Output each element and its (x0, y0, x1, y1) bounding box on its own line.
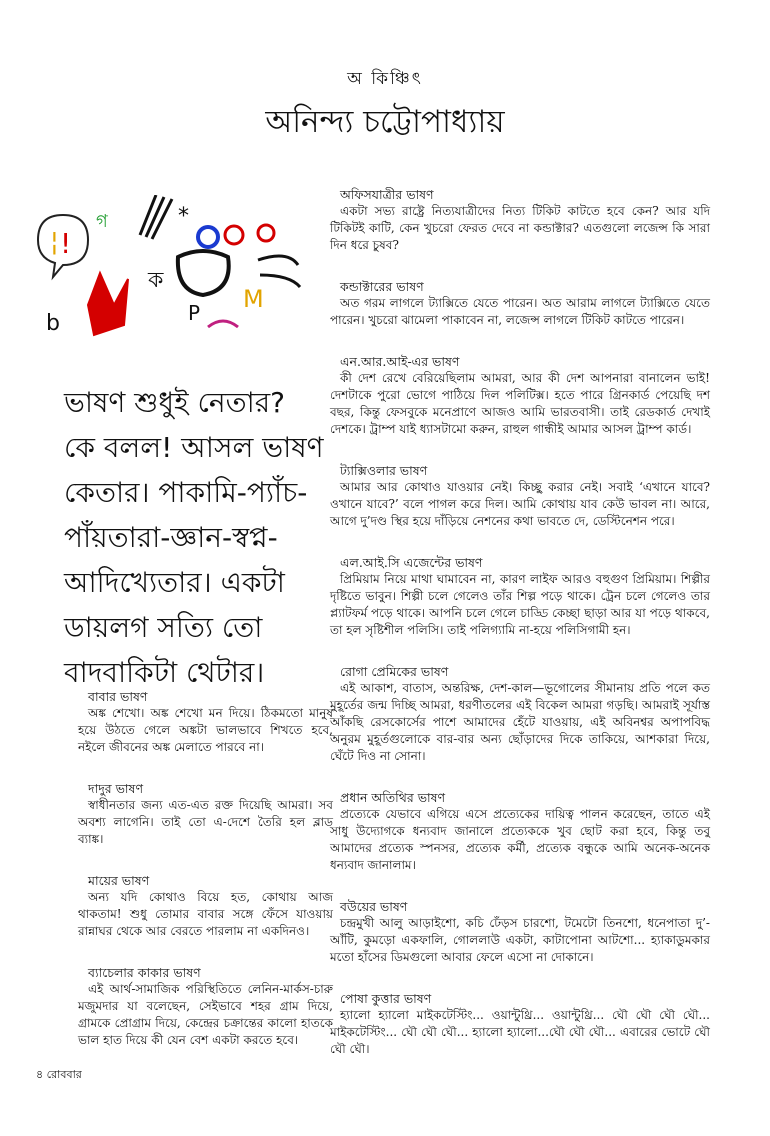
svg-text:M: M (243, 285, 264, 313)
section-title: এন.আর.আই-এর ভাষণ (340, 354, 460, 369)
page-footer: ৪ রোববার (36, 1068, 82, 1081)
speech-section (330, 789, 710, 874)
section-body: প্রিমিয়াম নিয়ে মাথা ঘামাবেন না, কারণ লাইফ আরও বহুগুণ প্রিমিয়াম। শিল্পীর দৃষ্টিতে ভাবুন। শিল্পী চলে গেলেও তাঁর শিল্প পড়ে থাকে। ট্রেন চলে গেলেও তার প্ল্যাটফর্ম পড়ে থাকে। আপনি চলে গেলে চাড্ডি কেচ্ছা ছাড়া আর যা পড়ে থাকবে, তা হল সৃষ্টিশীল পলিসি। তাই পলিগ্যামি না-হয়ে পলিসিগামী হন। (330, 572, 710, 637)
svg-text:ক: ক (148, 268, 164, 293)
masthead (0, 66, 770, 150)
section-body: স্বাধীনতার জন্য এত-এত রক্ত দিয়েছি আমরা। সব অবশ্য লাগেনি। তাই তো এ-দেশে তৈরি হল ব্লাড ব্যাঙ্ক। (78, 798, 333, 846)
speech-section (330, 186, 710, 254)
doodle-illustration (28, 195, 318, 345)
speech-section (330, 278, 710, 329)
speech-section (330, 462, 710, 530)
svg-text:P: P (188, 301, 201, 325)
section-title: পোষা কুত্তার ভাষণ (340, 991, 432, 1006)
section-body: একটা সভ্য রাষ্ট্রে নিত্যযাত্রীদের নিত্য টিকিট কাটতে হবে কেন? আর যদি টিকিটই কাটি, কেন খুচরো ফেরত দেবে না কন্ডাক্টার? এতগুলো লজেন্স কি সারা দিন ধরে চুষব? (330, 204, 710, 252)
section-body: অঙ্ক শেখো। অঙ্ক শেখো মন দিয়ে। ঠিকমতো মানুষ হয়ে উঠতে গেলে অঙ্কটা ভালভাবে শিখতে হবে, নইলে জীবনের অঙ্ক মেলাতে পারবে না। (78, 706, 333, 754)
section-body: এই আর্থ-সামাজিক পরিস্থিতিতে লেনিন-মার্কস-চারু মজুমদার যা বলেছেন, সেইভাবে শহর গ্রাম দিয়ে, গ্রামকে প্রোগ্রাম দিয়ে, কেন্দ্রের চক্রান্তের কালো হাতকে ভাল হাত দিয়ে কী যেন বেশ একটা করতে হবে। (78, 982, 333, 1047)
speech-section (78, 872, 333, 940)
section-body: হ্যালো হ্যালো মাইকটেস্টিং... ওয়ান্টুথ্রি... ওয়ান্টুথ্রি... ঘৌ ঘৌ ঘৌ ঘৌ... মাইকটেস্টিং... ঘৌ ঘৌ ঘৌ... হ্যালো হ্যালো...ঘৌ ঘৌ ঘৌ... এবারের ভোটে ঘৌ ঘৌ ঘৌ। (330, 1008, 710, 1056)
svg-text:*: * (178, 204, 189, 229)
right-column (330, 186, 710, 1082)
section-body: আমার আর কোথাও যাওয়ার নেই। কিচ্ছু করার নেই। সবাই ‘এখানে যাবে? ওখানে যাবে?’ বলে পাগল করে দিল। আমি কোথায় যাব কেউ ভাবল না। আরে, আগে দু’দণ্ড স্থির হয়ে দাঁড়িয়ে নেশনের কথা ভাবতে দে, ডেস্টিনেশন পরে। (330, 480, 710, 528)
series-title: অ কিঞ্চিৎ (347, 69, 423, 89)
speech-section (330, 554, 710, 639)
speech-section (78, 964, 333, 1049)
section-body: এই আকাশ, বাতাস, অন্তরিক্ষ, দেশ-কাল—ভূগোলের সীমানায় প্রতি পলে কত মুহূর্তের জন্ম দিচ্ছি আমরা, ধরণীতলের এই বিকেল আমরা গড়ছি। আমরাই সূর্যাস্ত আঁকছি রেসকোর্সের পাশে আমাদের হেঁটে যাওয়ায়, এই অবিনশ্বর অপাপবিদ্ধ অনুরম মুহূর্তগুলোকে বার-বার অন্য ছোঁড়াদের দিকে তাকিয়ে, আশকারা দিয়ে, ঘেঁটে দিও না সোনা। (330, 681, 710, 763)
svg-text:গ: গ (96, 211, 108, 232)
section-title: অফিসযাত্রীর ভাষণ (340, 187, 434, 202)
pull-quote: ভাষণ শুধুই নেতার? কে বলল! আসল ভাষণ কেতার। পাকামি-প্যাঁচ-পাঁয়তারা-জ্ঞান-স্বপ্ন-আদিখ্যেতার। একটা ডায়লগ সত্যি তো বাদবাকিটা থেটার। (64, 386, 324, 689)
section-body: অত গরম লাগলে ট্যাক্সিতে যেতে পারেন। অত আরাম লাগলে ট্যাক্সিতে যেতে পারেন। খুচরো ঝামেলা পাকাবেন না, লজেন্স লাগলে টিকিট কাটতে পারেন। (330, 296, 710, 327)
speech-section (78, 688, 333, 756)
speech-section (330, 353, 710, 438)
section-title: প্রধান অতিথির ভাষণ (340, 790, 446, 805)
section-title: বউয়ের ভাষণ (340, 899, 408, 914)
section-body: চন্দ্রমুখী আলু আড়াইশো, কচি ঢেঁড়স চারশো, টমেটো তিনশো, ধনেপাতা দু’-আঁটি, কুমড়ো একফালি, গোললাউ একটা, কাটাপোনা আটশো... হ্যাকাডুমকার মতো হাঁসের ডিমগুলো আবার ফেলে এসো না দোকানে। (330, 916, 710, 964)
section-body: কী দেশ রেখে বেরিয়েছিলাম আমরা, আর কী দেশ আপনারা বানালেন ভাই! দেশটাকে পুরো ভোগে পাঠিয়ে দিল পলিটিক্স। হতে পারে গ্রিনকার্ড পেয়েছি দশ বছর, কিন্তু ফেসবুকে মনেপ্রাণে আজও আমি ভারতবাসী। তাই রেডকার্ড দেখাই দেশকে। ট্রাম্প যাই ধ্যাসটামো করুন, রাহুল গান্ধীই আমার আসল ট্রাম্প কার্ড। (330, 371, 710, 436)
section-title: ব্যাচেলার কাকার ভাষণ (88, 965, 201, 980)
left-column (78, 688, 333, 1073)
svg-text:b: b (46, 311, 60, 336)
section-title: ট্যাক্সিওলার ভাষণ (340, 463, 428, 478)
section-body: অন্য যদি কোথাও বিয়ে হত, কোথায় আজ থাকতাম! শুধু তোমার বাবার সঙ্গে ফেঁসে যাওয়ায় রান্নাঘর থেকে আর বেরতে পারলাম না একদিনও। (78, 890, 333, 938)
speech-section (78, 780, 333, 848)
section-title: দাদুর ভাষণ (88, 781, 143, 796)
section-title: রোগা প্রেমিকের ভাষণ (340, 664, 449, 679)
section-title: মায়ের ভাষণ (88, 873, 150, 888)
section-title: এল.আই.সি এজেন্টের ভাষণ (340, 555, 483, 570)
svg-text:!: ! (60, 227, 72, 260)
speech-section (330, 898, 710, 966)
section-title: কন্ডাক্টারের ভাষণ (340, 279, 424, 294)
speech-section (330, 663, 710, 765)
author-name: অনিন্দ্য চট্টোপাধ্যায় (265, 104, 505, 140)
section-body: প্রত্যেকে যেভাবে এগিয়ে এসে প্রত্যেকের দায়িত্ব পালন করেছেন, তাতে এই সাধু উদ্যোগকে ধন্যবাদ জানালে প্রত্যেককে খুব ছোট করা হবে, কিন্তু তবু আমাদের প্রত্যেক স্পনসর, প্রত্যেক কর্মী, প্রত্যেক বন্ধুকে আমি অনেক-অনেক ধন্যবাদ জানালাম। (330, 807, 710, 872)
section-title: বাবার ভাষণ (88, 689, 148, 704)
speech-section (330, 990, 710, 1058)
svg-text:¦: ¦ (50, 227, 59, 257)
